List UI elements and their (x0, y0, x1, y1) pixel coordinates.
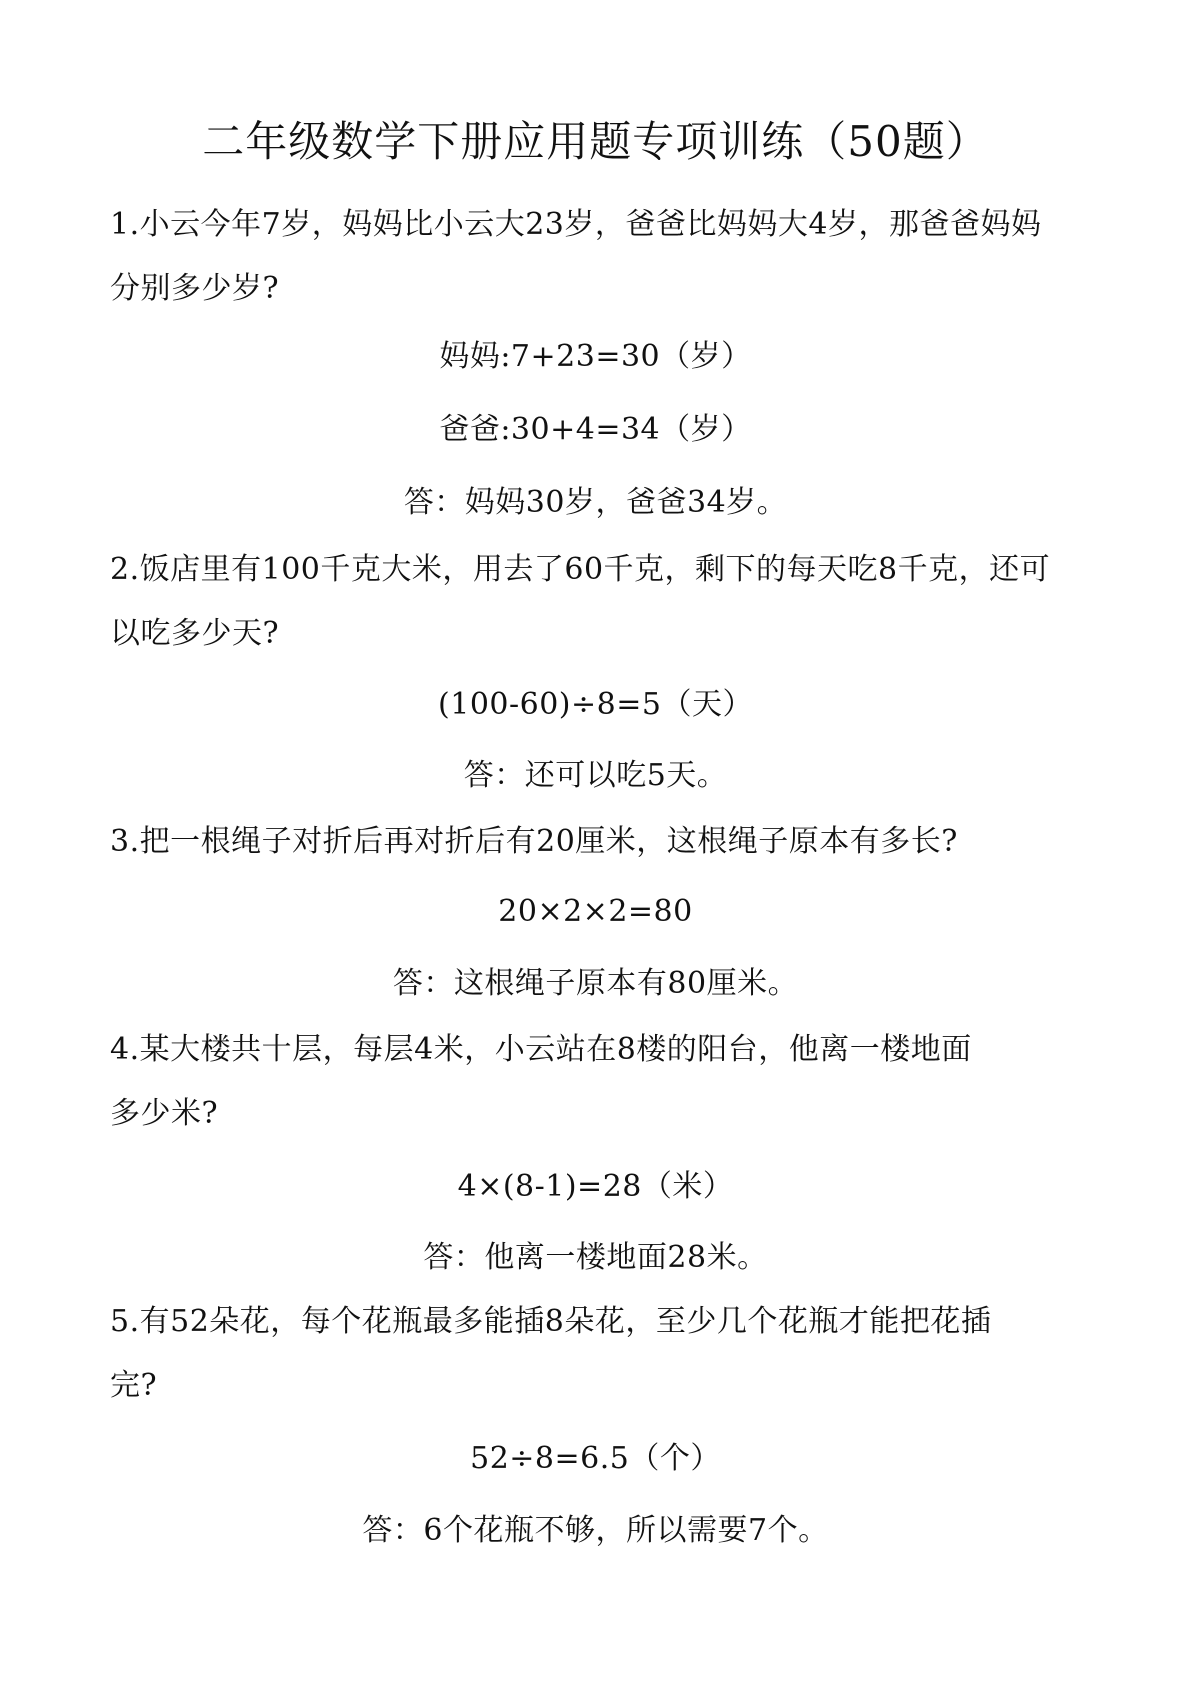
problem-5-answer: 答：6个花瓶不够，所以需要7个。 (362, 1513, 829, 1548)
problem-1-work-line-1: 妈妈:7+23=30（岁） (439, 339, 752, 374)
problem-3-work-line-1: 20×2×2=80 (498, 894, 693, 929)
problem-2-answer: 答：还可以吃5天。 (463, 758, 728, 793)
problem-2-work-line-1: (100-60)÷8=5（天） (438, 687, 753, 722)
problem-1-question-line-2: 分别多少岁? (110, 271, 280, 306)
problem-3-answer: 答：这根绳子原本有80厘米。 (392, 966, 799, 1001)
problem-2-question-line-1: 2.饭店里有100千克大米，用去了60千克，剩下的每天吃8千克，还可 (110, 552, 1051, 587)
problem-4-answer: 答：他离一楼地面28米。 (423, 1240, 768, 1275)
problem-1-work-line-2: 爸爸:30+4=34（岁） (439, 412, 752, 447)
problem-4-work-line-1: 4×(8-1)=28（米） (457, 1169, 734, 1204)
problem-5-work-line-1: 52÷8=6.5（个） (470, 1441, 721, 1476)
page-title: 二年级数学下册应用题专项训练（50题） (202, 117, 989, 166)
problem-2-question-line-2: 以吃多少天? (110, 616, 280, 651)
problem-1-answer: 答：妈妈30岁，爸爸34岁。 (403, 485, 788, 520)
problem-5-question-line-1: 5.有52朵花，每个花瓶最多能插8朵花，至少几个花瓶才能把花插 (110, 1304, 992, 1339)
problem-3-question-line-1: 3.把一根绳子对折后再对折后有20厘米，这根绳子原本有多长? (110, 824, 958, 859)
problem-5-question-line-2: 完? (110, 1368, 158, 1403)
problem-1-question-line-1: 1.小云今年7岁，妈妈比小云大23岁，爸爸比妈妈大4岁，那爸爸妈妈 (110, 207, 1042, 242)
problem-4-question-line-2: 多少米? (110, 1096, 219, 1131)
problem-4-question-line-1: 4.某大楼共十层，每层4米，小云站在8楼的阳台，他离一楼地面 (110, 1032, 972, 1067)
